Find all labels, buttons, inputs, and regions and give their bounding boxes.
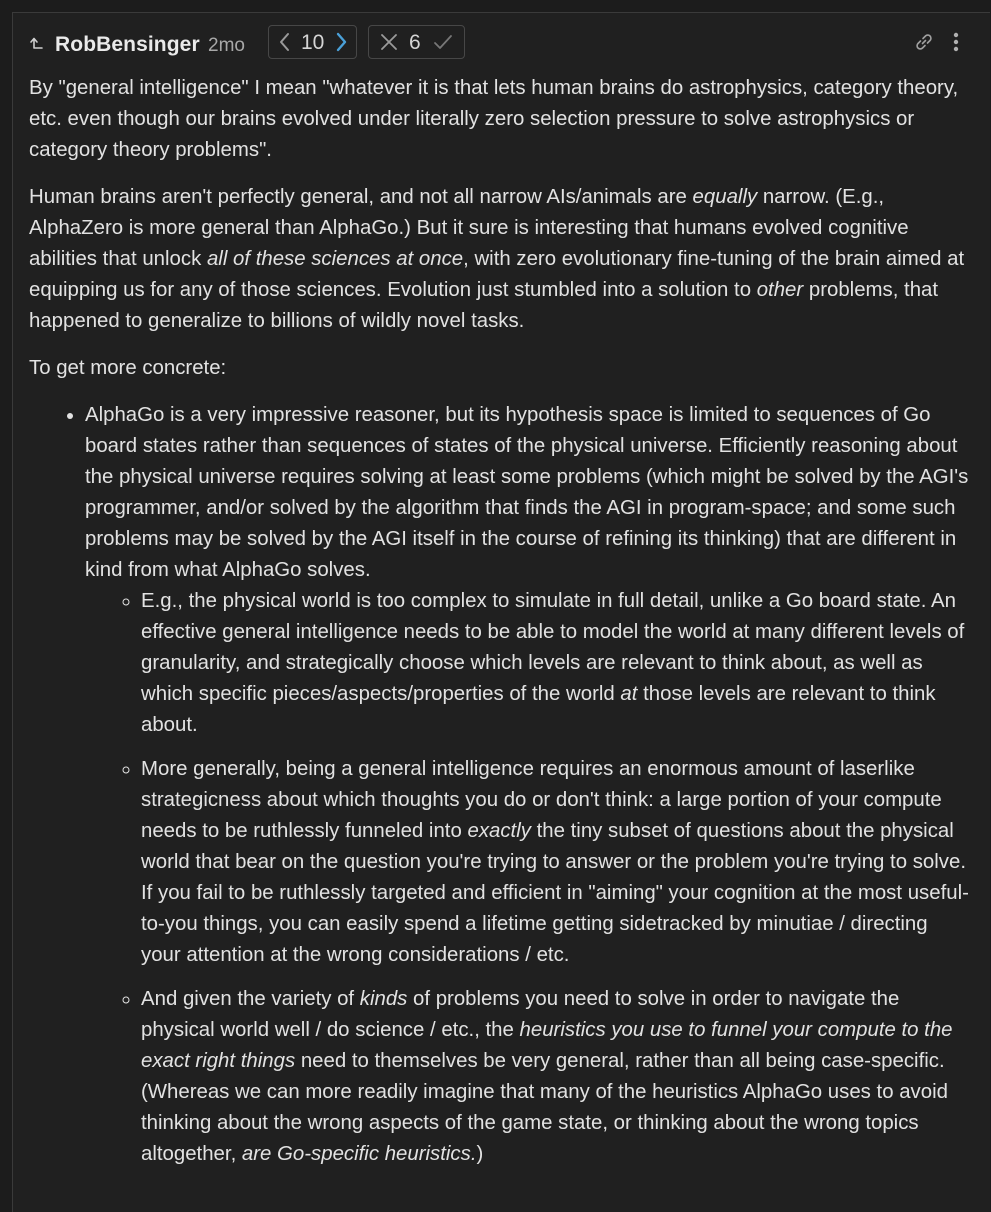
vertical-ellipsis-icon[interactable]	[945, 31, 967, 53]
list-item: ◦ More generally, being a general intelligence requires an enormous amount of laserlike strategicness about which thoughts you do or don't think: a large portion of your compute needs to be ruthlessly funneled into exactly the tiny subset of questions about the physical world that bear on the question you're trying to answer or the problem you're trying to solve. If you fail to be ruthlessly targeted and efficient in "aiming" your cognition at the most useful-to-you things, you can easily spend a lifetime getting sidetracked by minutiae / directing your attention at the wrong considerations / etc.	[141, 754, 969, 971]
karma-score: 10	[301, 31, 325, 54]
comment-header	[13, 13, 990, 75]
chevron-left-icon[interactable]	[275, 30, 295, 54]
comment-date[interactable]: 2mo	[208, 35, 245, 56]
author-name[interactable]: RobBensinger	[55, 33, 200, 56]
karma-vote-box	[268, 25, 357, 59]
chevron-right-icon[interactable]	[331, 30, 351, 54]
list-item: ◦ And given the variety of kinds of problems you need to solve in order to navigate the physical world well / do science / etc., the heuristics you use to funnel your compute to the exact right things need to themselves be very general, rather than all being case-specific. (Whereas we can more readily imagine that many of the heuristics AlphaGo uses to avoid thinking about the wrong aspects of the game state, or thinking about the wrong topics altogether, are Go-specific heuristics.)	[141, 984, 969, 1170]
comment-card	[12, 12, 990, 1212]
bullet-list	[29, 400, 969, 1170]
link-icon[interactable]	[913, 31, 935, 53]
agreement-score: 6	[409, 31, 421, 54]
sub-bullet-list	[85, 586, 969, 1170]
bullet-alphago: AlphaGo is a very impressive reasoner, but its hypothesis space is limited to sequences of Go board states rather than sequences of states of the physical universe. Efficiently reasoning about the physical universe requires solving at least some problems (which might be solved by the AGI's programmer, and/or solved by the algorithm that finds the AGI in program-space; and some such problems may be solved by the AGI itself in the course of refining its thinking) that are different in kind from what AlphaGo solves.	[85, 404, 969, 581]
list-item: ◦ E.g., the physical world is too complex to simulate in full detail, unlike a Go board state. An effective general intelligence needs to be able to model the world at many different levels of granularity, and strategically choose which levels are relevant to think about, as well as which specific pieces/aspects/properties of the world at those levels are relevant to think about.	[141, 586, 969, 741]
agreement-vote-box	[368, 25, 465, 59]
paragraph-human-brains: Human brains aren't perfectly general, and not all narrow AIs/animals are equally narrow. (E.g., AlphaZero is more general than AlphaGo.) But it sure is interesting that humans evolved cognitive abilities that unlock all of these sciences at once, with zero evolutionary fine-tuning of the brain aimed at equipping us for any of those sciences. Evolution just stumbled into a solution to other problems, that happened to generalize to billions of wildly novel tasks.	[29, 186, 965, 332]
paragraph-concrete: To get more concrete:	[29, 357, 227, 379]
comment-body	[29, 73, 969, 1183]
parent-comment-arrow-icon[interactable]	[29, 33, 45, 53]
check-icon[interactable]	[433, 30, 453, 54]
list-item	[85, 400, 969, 1170]
paragraph-definition: By "general intelligence" I mean "whatever it is that lets human brains do astrophysics, category theory, etc. even though our brains evolved under literally zero selection pressure to solve astrophysics or category theory problems".	[29, 77, 959, 161]
cross-icon[interactable]	[379, 30, 399, 54]
